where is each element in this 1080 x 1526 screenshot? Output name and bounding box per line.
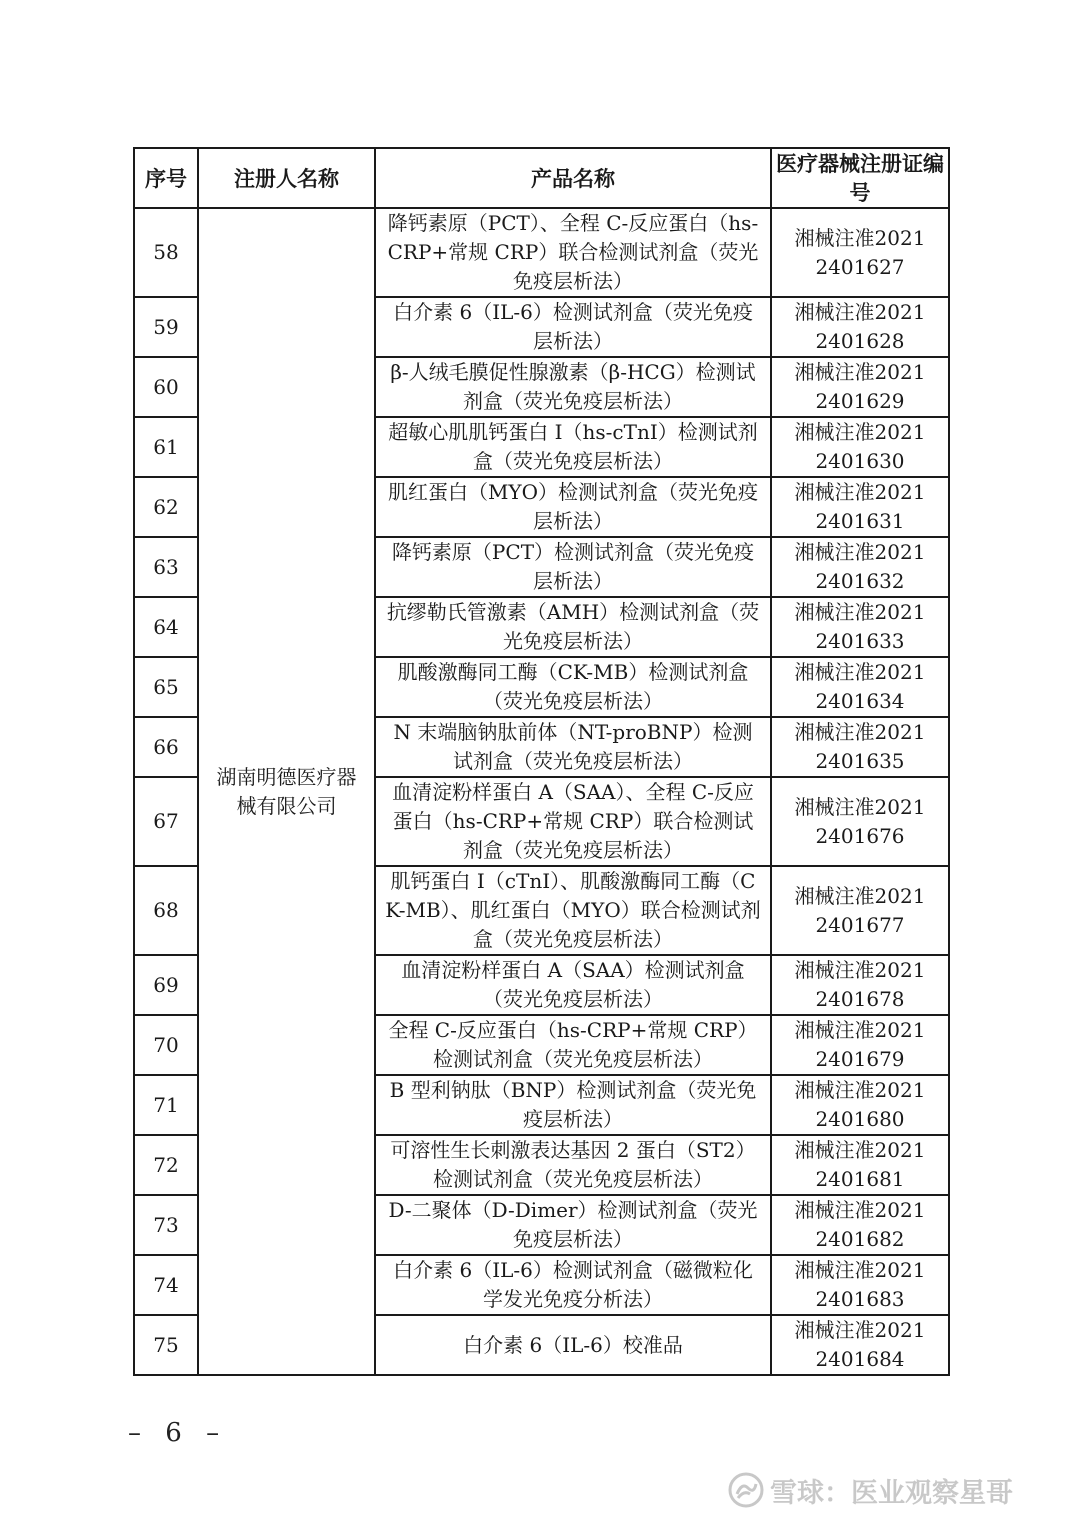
cert-number-cell: 湘械注准20212401634: [771, 657, 949, 717]
table-header-row: [134, 148, 949, 208]
snowball-logo-icon: [728, 1472, 764, 1508]
cert-number-cell: 湘械注准20212401683: [771, 1255, 949, 1315]
seq-cell: 64: [134, 597, 198, 657]
product-name-cell: 全程 C-反应蛋白（hs-CRP+常规 CRP）检测试剂盒（荧光免疫层析法）: [375, 1015, 771, 1075]
seq-cell: 62: [134, 477, 198, 537]
product-name-cell: 降钙素原（PCT）、全程 C-反应蛋白（hs-CRP+常规 CRP）联合检测试剂盒（荧光免疫层析法）: [375, 208, 771, 297]
cert-number-cell: 湘械注准20212401682: [771, 1195, 949, 1255]
product-name-cell: 血清淀粉样蛋白 A（SAA）检测试剂盒（荧光免疫层析法）: [375, 955, 771, 1015]
product-name-cell: 肌酸激酶同工酶（CK-MB）检测试剂盒（荧光免疫层析法）: [375, 657, 771, 717]
registrant-cell: 湖南明德医疗器械有限公司: [198, 208, 375, 1375]
product-name-cell: B 型利钠肽（BNP）检测试剂盒（荧光免疫层析法）: [375, 1075, 771, 1135]
product-name-cell: D-二聚体（D-Dimer）检测试剂盒（荧光免疫层析法）: [375, 1195, 771, 1255]
seq-cell: 65: [134, 657, 198, 717]
product-name-cell: 白介素 6（IL-6）校准品: [375, 1315, 771, 1375]
cert-number-cell: 湘械注准20212401635: [771, 717, 949, 777]
watermark: [728, 1470, 1058, 1510]
cert-number-cell: 湘械注准20212401676: [771, 777, 949, 866]
seq-cell: 58: [134, 208, 198, 297]
cert-number-cell: 湘械注准20212401632: [771, 537, 949, 597]
seq-cell: 61: [134, 417, 198, 477]
product-name-cell: 肌钙蛋白 I（cTnI）、肌酸激酶同工酶（CK-MB）、肌红蛋白（MYO）联合检测试剂盒（荧光免疫层析法）: [375, 866, 771, 955]
cert-number-cell: 湘械注准20212401627: [771, 208, 949, 297]
seq-cell: 70: [134, 1015, 198, 1075]
cert-number-cell: 湘械注准20212401629: [771, 357, 949, 417]
product-name-cell: 超敏心肌肌钙蛋白 I（hs-cTnI）检测试剂盒（荧光免疫层析法）: [375, 417, 771, 477]
product-name-cell: 降钙素原（PCT）检测试剂盒（荧光免疫层析法）: [375, 537, 771, 597]
header-seq: 序号: [134, 148, 198, 208]
product-name-cell: 血清淀粉样蛋白 A（SAA）、全程 C-反应蛋白（hs-CRP+常规 CRP）联合检测试剂盒（荧光免疫层析法）: [375, 777, 771, 866]
cert-number-cell: 湘械注准20212401677: [771, 866, 949, 955]
seq-cell: 73: [134, 1195, 198, 1255]
seq-cell: 72: [134, 1135, 198, 1195]
header-product: 产品名称: [375, 148, 771, 208]
header-registrant: 注册人名称: [198, 148, 375, 208]
seq-cell: 63: [134, 537, 198, 597]
page-number: – 6 –: [128, 1418, 228, 1448]
seq-cell: 59: [134, 297, 198, 357]
registration-table: [133, 147, 950, 1376]
seq-cell: 68: [134, 866, 198, 955]
seq-cell: 75: [134, 1315, 198, 1375]
seq-cell: 67: [134, 777, 198, 866]
product-name-cell: 抗缪勒氏管激素（AMH）检测试剂盒（荧光免疫层析法）: [375, 597, 771, 657]
cert-number-cell: 湘械注准20212401684: [771, 1315, 949, 1375]
seq-cell: 71: [134, 1075, 198, 1135]
product-name-cell: β-人绒毛膜促性腺激素（β-HCG）检测试剂盒（荧光免疫层析法）: [375, 357, 771, 417]
product-name-cell: 可溶性生长刺激表达基因 2 蛋白（ST2）检测试剂盒（荧光免疫层析法）: [375, 1135, 771, 1195]
cert-number-cell: 湘械注准20212401633: [771, 597, 949, 657]
product-name-cell: N 末端脑钠肽前体（NT-proBNP）检测试剂盒（荧光免疫层析法）: [375, 717, 771, 777]
cert-number-cell: 湘械注准20212401679: [771, 1015, 949, 1075]
cert-number-cell: 湘械注准20212401628: [771, 297, 949, 357]
product-name-cell: 白介素 6（IL-6）检测试剂盒（荧光免疫层析法）: [375, 297, 771, 357]
cert-number-cell: 湘械注准20212401681: [771, 1135, 949, 1195]
seq-cell: 66: [134, 717, 198, 777]
table-row: [134, 208, 949, 297]
seq-cell: 74: [134, 1255, 198, 1315]
product-name-cell: 肌红蛋白（MYO）检测试剂盒（荧光免疫层析法）: [375, 477, 771, 537]
product-name-cell: 白介素 6（IL-6）检测试剂盒（磁微粒化学发光免疫分析法）: [375, 1255, 771, 1315]
cert-number-cell: 湘械注准20212401630: [771, 417, 949, 477]
seq-cell: 69: [134, 955, 198, 1015]
header-cert-no: 医疗器械注册证编号: [771, 148, 949, 208]
seq-cell: 60: [134, 357, 198, 417]
watermark-text: 雪球：医业观察星哥: [770, 1477, 1013, 1509]
cert-number-cell: 湘械注准20212401680: [771, 1075, 949, 1135]
table-body: [134, 208, 949, 1375]
cert-number-cell: 湘械注准20212401631: [771, 477, 949, 537]
cert-number-cell: 湘械注准20212401678: [771, 955, 949, 1015]
